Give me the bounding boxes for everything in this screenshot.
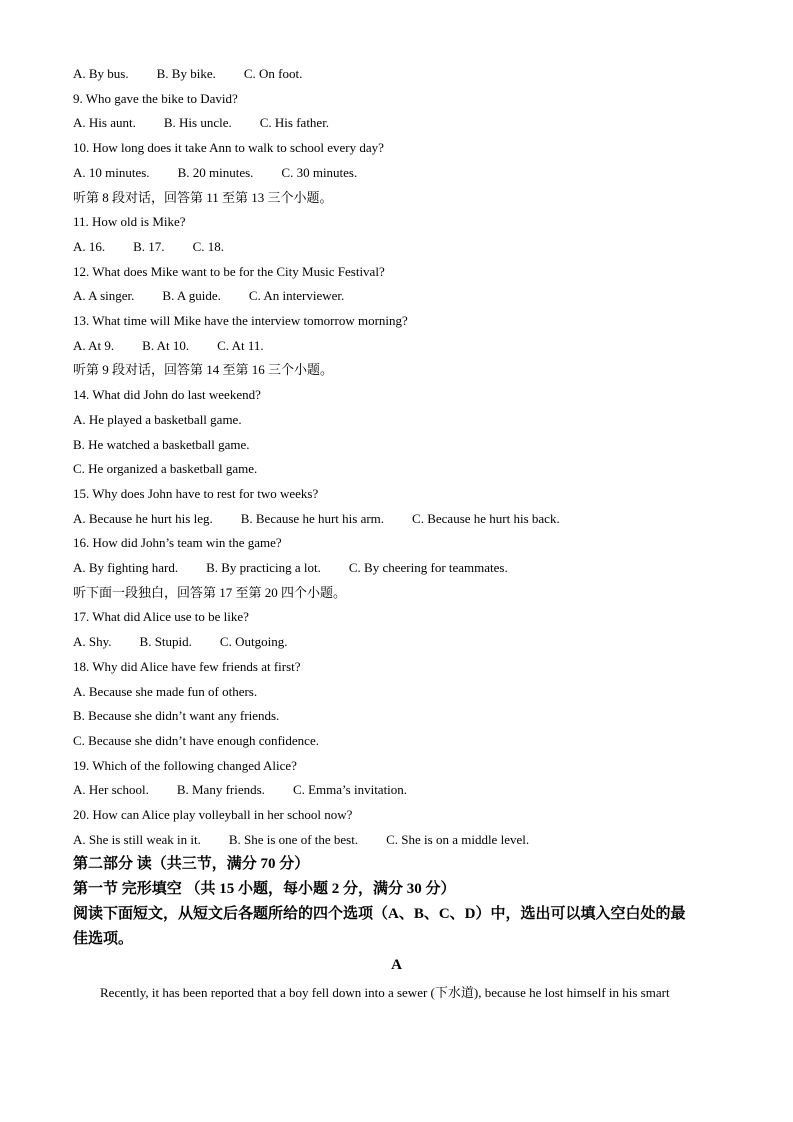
text-line: 9. Who gave the bike to David? bbox=[73, 91, 238, 106]
text-line: C. He organized a basketball game. bbox=[73, 461, 258, 476]
answer-option: B. 20 minutes. bbox=[177, 165, 254, 180]
answer-option: A. 16. bbox=[73, 239, 106, 254]
instruction-line-1: 阅读下面短文，从短文后各题所给的四个选项（A、B、C、D）中，选出可以填入空白处的最 bbox=[73, 906, 686, 922]
answer-option: B. She is one of the best. bbox=[228, 832, 359, 847]
answer-option: C. His father. bbox=[259, 115, 330, 130]
options-line bbox=[73, 634, 287, 650]
answer-option: B. By practicing a lot. bbox=[206, 560, 321, 575]
text-line: 听下面一段独白，回答第 17 至第 20 四个小题。 bbox=[73, 585, 347, 600]
options-line bbox=[73, 66, 302, 82]
text-line: 听第 8 段对话，回答第 11 至第 13 三个小题。 bbox=[73, 190, 333, 205]
text-line: 12. What does Mike want to be for the City Music Festival? bbox=[73, 264, 385, 279]
text-line: 13. What time will Mike have the interview tomorrow morning? bbox=[73, 313, 408, 328]
answer-option: A. A singer. bbox=[73, 288, 135, 303]
answer-option: B. 17. bbox=[133, 239, 165, 254]
text-line: 听第 9 段对话，回答第 14 至第 16 三个小题。 bbox=[73, 362, 334, 377]
answer-option: A. 10 minutes. bbox=[73, 165, 150, 180]
answer-option: C. By cheering for teammates. bbox=[348, 560, 508, 575]
answer-option: B. Many friends. bbox=[176, 782, 265, 797]
text-line: 19. Which of the following changed Alice? bbox=[73, 758, 297, 773]
instruction-line-2: 佳选项。 bbox=[73, 931, 134, 947]
text-line: 17. What did Alice use to be like? bbox=[73, 609, 249, 624]
options-line bbox=[73, 338, 264, 354]
answer-option: A. By bus. bbox=[73, 66, 129, 81]
passage-label: A bbox=[391, 957, 402, 973]
text-line: C. Because she didn’t have enough confidence. bbox=[73, 733, 319, 748]
options-line bbox=[73, 782, 407, 798]
answer-option: B. At 10. bbox=[142, 338, 190, 353]
answer-option: A. Her school. bbox=[73, 782, 149, 797]
answer-option: B. His uncle. bbox=[163, 115, 232, 130]
text-line: 14. What did John do last weekend? bbox=[73, 387, 261, 402]
answer-option: C. At 11. bbox=[217, 338, 264, 353]
text-line: 11. How old is Mike? bbox=[73, 214, 186, 229]
text-line: 16. How did John’s team win the game? bbox=[73, 535, 282, 550]
text-line: 10. How long does it take Ann to walk to school every day? bbox=[73, 140, 384, 155]
answer-option: A. By fighting hard. bbox=[73, 560, 179, 575]
part-title: 第二部分 读（共三节，满分 70 分） bbox=[73, 856, 310, 872]
answer-option: C. Outgoing. bbox=[219, 634, 288, 649]
options-line bbox=[73, 115, 329, 131]
answer-option: A. At 9. bbox=[73, 338, 115, 353]
text-line: 18. Why did Alice have few friends at first? bbox=[73, 659, 301, 674]
answer-option: C. She is on a middle level. bbox=[386, 832, 530, 847]
answer-option: C. 18. bbox=[192, 239, 224, 254]
answer-option: A. His aunt. bbox=[73, 115, 136, 130]
text-line: A. He played a basketball game. bbox=[73, 412, 242, 427]
options-line bbox=[73, 511, 560, 527]
options-line bbox=[73, 239, 224, 255]
answer-option: B. Because he hurt his arm. bbox=[240, 511, 385, 526]
answer-option: C. On foot. bbox=[243, 66, 303, 81]
answer-option: C. Emma’s invitation. bbox=[292, 782, 408, 797]
options-line bbox=[73, 560, 508, 576]
text-line: B. He watched a basketball game. bbox=[73, 437, 250, 452]
text-line: A. Because she made fun of others. bbox=[73, 684, 258, 699]
text-line: 20. How can Alice play volleyball in her school now? bbox=[73, 807, 353, 822]
answer-option: B. By bike. bbox=[156, 66, 216, 81]
section-title: 第一节 完形填空 （共 15 小题，每小题 2 分，满分 30 分） bbox=[73, 881, 456, 897]
answer-option: C. An interviewer. bbox=[248, 288, 345, 303]
passage-first-line: Recently, it has been reported that a boy fell down into a sewer (下水道), because he lost himself in his smart bbox=[100, 985, 670, 1000]
answer-option: A. Shy. bbox=[73, 634, 112, 649]
answer-option: B. Stupid. bbox=[139, 634, 192, 649]
answer-option: A. Because he hurt his leg. bbox=[73, 511, 213, 526]
answer-option: C. 30 minutes. bbox=[281, 165, 358, 180]
text-line: B. Because she didn’t want any friends. bbox=[73, 708, 280, 723]
options-line bbox=[73, 165, 357, 181]
text-line: 15. Why does John have to rest for two weeks? bbox=[73, 486, 319, 501]
options-line bbox=[73, 832, 529, 848]
answer-option: B. A guide. bbox=[162, 288, 221, 303]
answer-option: A. She is still weak in it. bbox=[73, 832, 201, 847]
answer-option: C. Because he hurt his back. bbox=[412, 511, 560, 526]
options-line bbox=[73, 288, 344, 304]
